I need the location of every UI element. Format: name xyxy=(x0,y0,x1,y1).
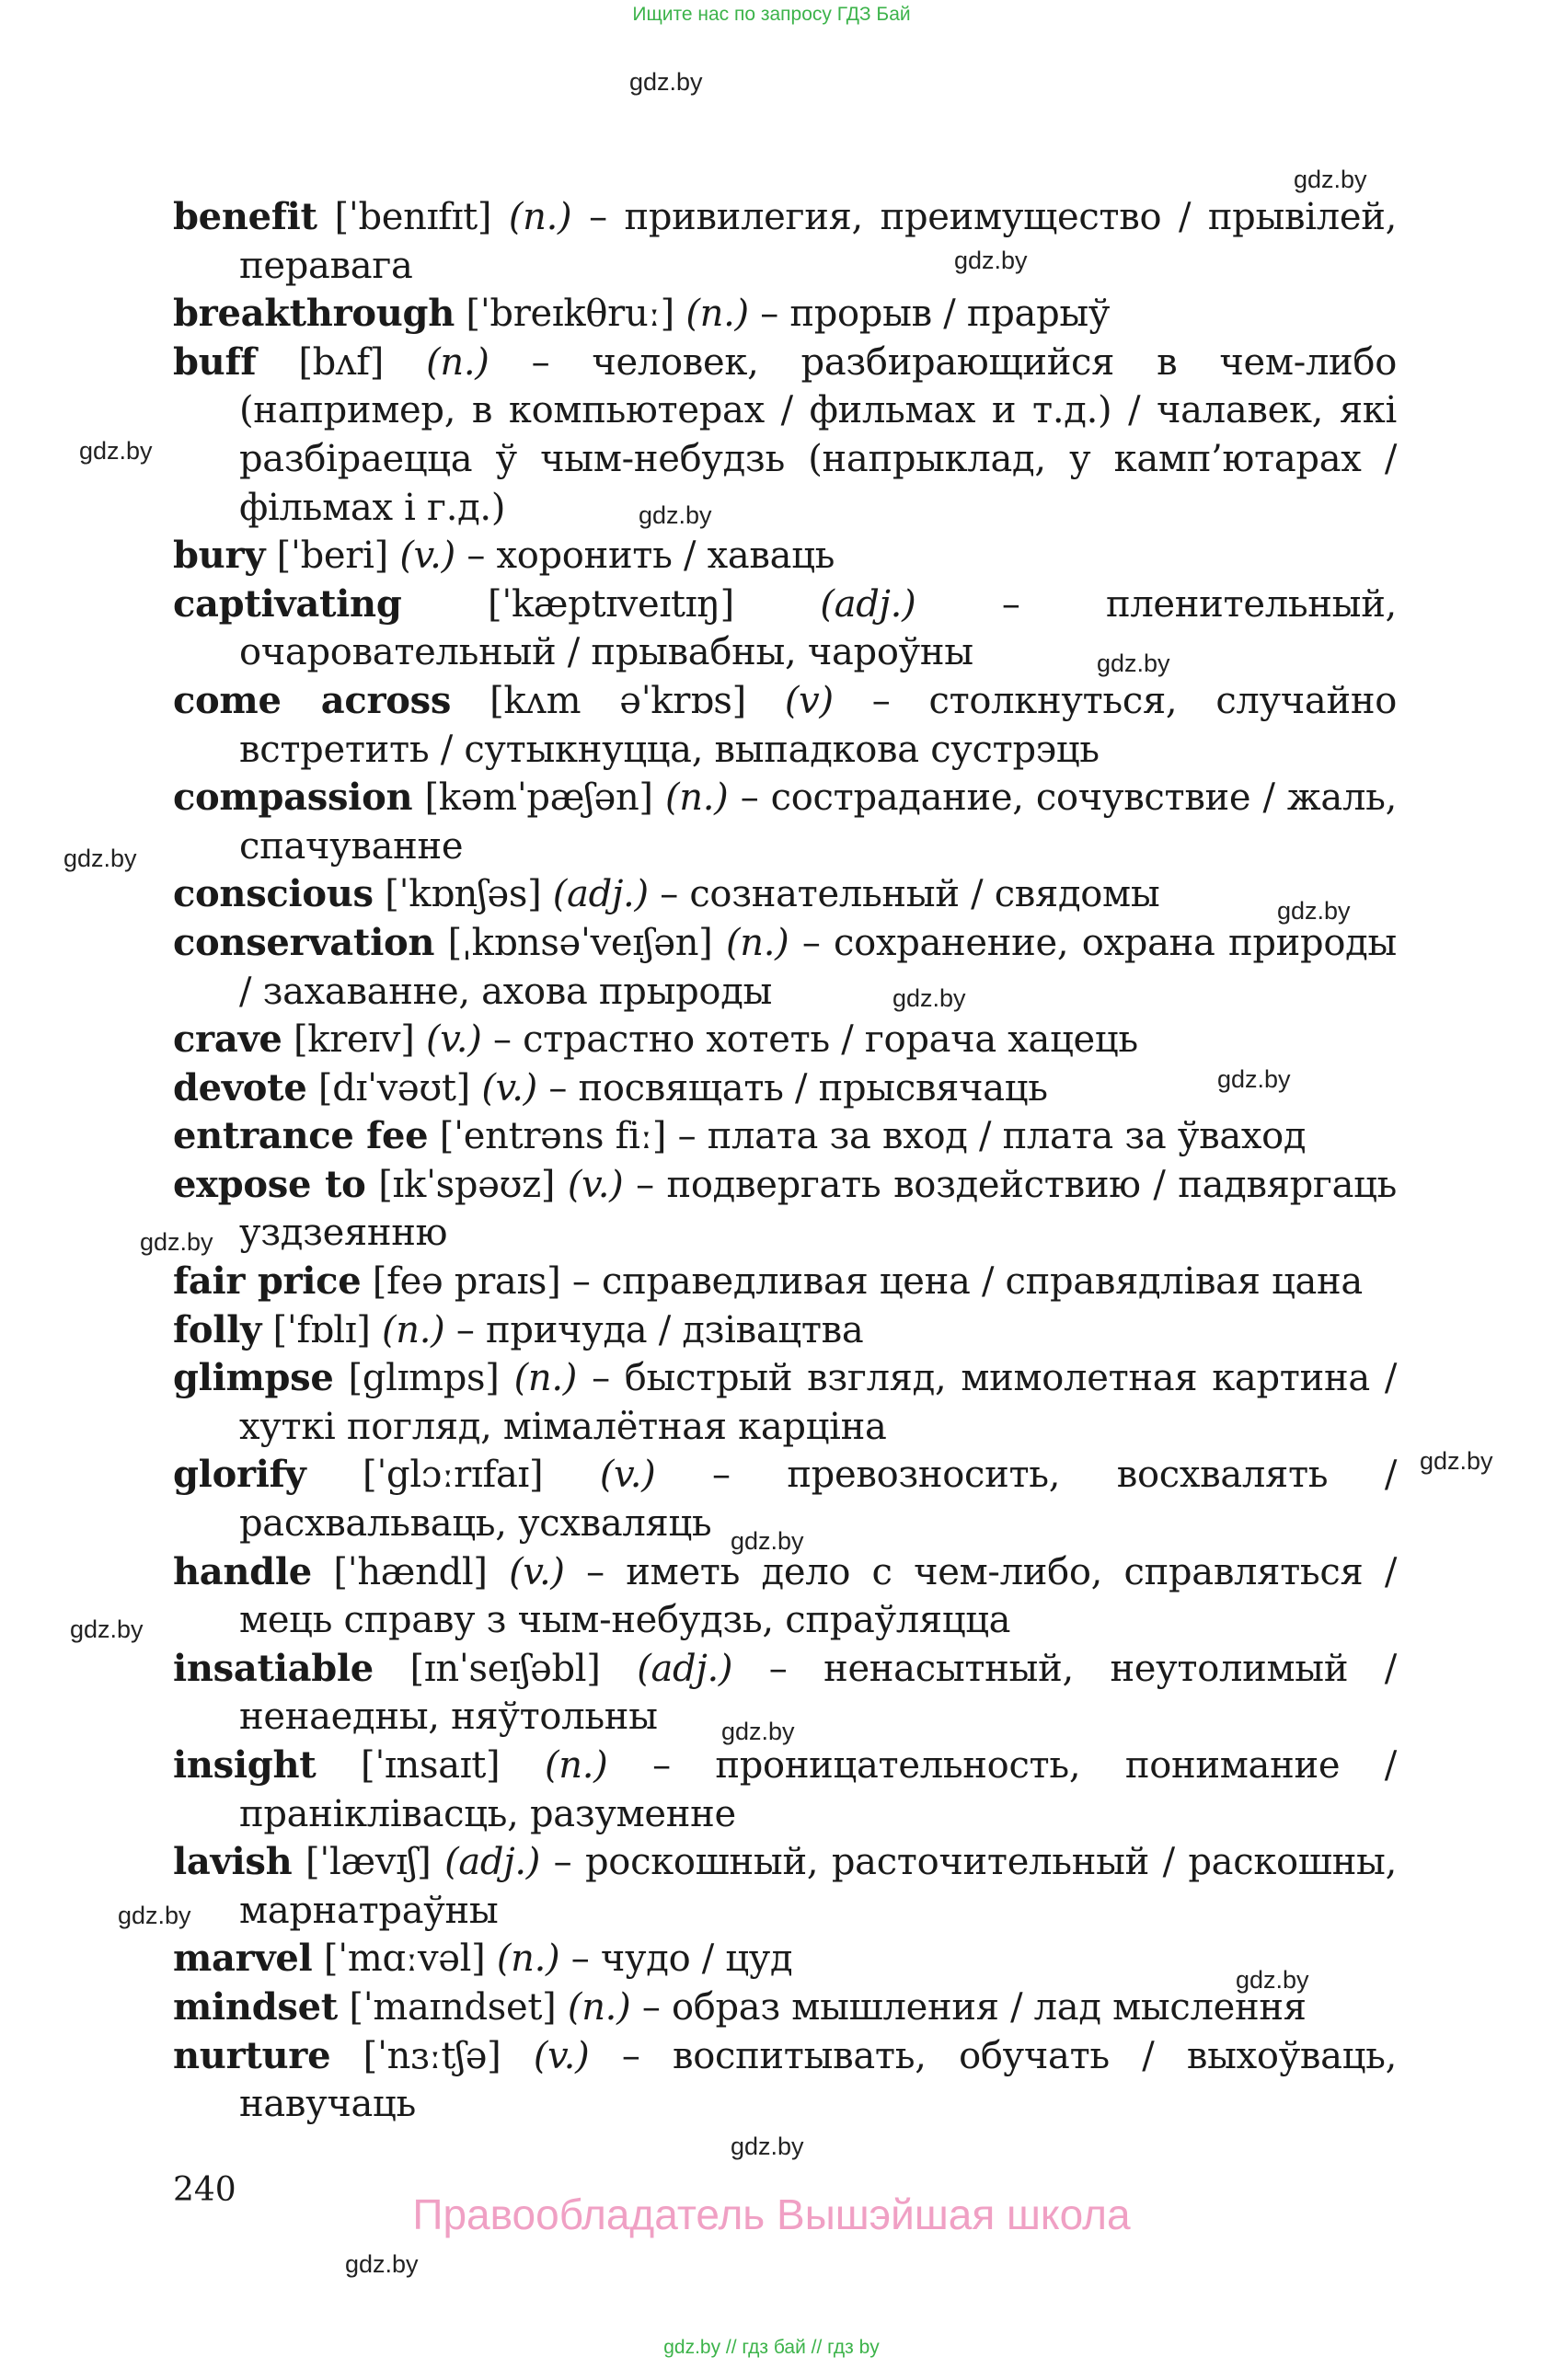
entry-transcription: [ˈglɔːrɪfaɪ] xyxy=(363,1454,544,1497)
entry-separator: – xyxy=(636,1163,654,1206)
glossary-entry xyxy=(173,870,1397,919)
entry-transcription: [ˈberi] xyxy=(276,535,388,578)
glossary-entry xyxy=(173,1838,1397,1935)
entry-headword: mindset xyxy=(173,1984,338,2029)
entry-transcription: [ˌkɒnsəˈveɪʃən] xyxy=(447,921,713,964)
entry-separator: – xyxy=(455,1308,475,1351)
entry-transcription: [ˈbenɪfɪt] xyxy=(334,196,492,238)
entry-headword: crave xyxy=(173,1018,282,1062)
entry-part-of-speech: (adj.) xyxy=(637,1647,733,1690)
entry-transcription: [ˈkɒnʃəs] xyxy=(385,873,542,916)
glossary-entry xyxy=(173,1161,1397,1258)
entry-definition: пленительный, очаровательный / прывабны, чароўны xyxy=(239,582,1397,674)
entry-transcription: [kʌm əˈkrɒs] xyxy=(489,679,746,722)
glossary-entry xyxy=(173,2032,1397,2129)
entry-definition: чудо / цуд xyxy=(600,1937,793,1981)
entry-part-of-speech: (n.) xyxy=(725,921,789,964)
entry-separator: – xyxy=(760,293,778,336)
glossary-entry xyxy=(173,1306,1397,1355)
entry-headword: fair price xyxy=(173,1259,362,1304)
entry-part-of-speech: (v.) xyxy=(399,535,455,578)
entry-part-of-speech: (n.) xyxy=(508,196,572,238)
entry-transcription: [ˈɪnsaɪt] xyxy=(361,1744,501,1787)
entry-headword: compassion xyxy=(173,776,413,820)
entry-headword: breakthrough xyxy=(173,292,455,336)
entry-definition: страстно хотеть / горача хацець xyxy=(523,1018,1138,1062)
entry-definition: сознательный / свядомы xyxy=(689,873,1160,916)
entry-transcription: [ˈmɑːvəl] xyxy=(323,1937,486,1981)
glossary-entry xyxy=(173,1983,1397,2032)
entry-part-of-speech: (adj.) xyxy=(820,582,916,626)
entry-definition: человек, разбирающийся в чем-либо (например, в компьютерах / фильмах и т.д.) / чалавек, які разбіраецца ў чым-небудзь (напрыклад, у камп’ютарах / фільмах і г.д.) xyxy=(239,340,1397,529)
glossary-entry xyxy=(173,339,1397,532)
entry-transcription: [kəmˈpæʃən] xyxy=(424,776,653,820)
entry-separator: – xyxy=(712,1454,731,1497)
entry-part-of-speech: (v.) xyxy=(481,1066,537,1110)
entry-headword: glimpse xyxy=(173,1356,334,1400)
watermark: gdz.by xyxy=(1294,166,1367,193)
entry-separator: – xyxy=(492,1018,512,1062)
watermark: gdz.by xyxy=(79,437,153,465)
entry-headword: insatiable xyxy=(173,1646,374,1690)
watermark: gdz.by xyxy=(70,1615,144,1643)
entry-transcription: [feə praɪs] xyxy=(372,1260,561,1304)
entry-transcription: [ˈhændl] xyxy=(333,1550,488,1593)
entry-separator: – xyxy=(621,2034,640,2077)
entry-separator: – xyxy=(652,1744,671,1787)
entry-headword: marvel xyxy=(173,1937,313,1981)
watermark: gdz.by xyxy=(1097,650,1170,677)
entry-definition: воспитывать, обучать / выхоўваць, навучаць xyxy=(239,2034,1398,2126)
entry-separator: – xyxy=(553,1841,572,1884)
entry-part-of-speech: (v.) xyxy=(425,1018,482,1062)
glossary-entry xyxy=(173,1064,1397,1113)
glossary-entry xyxy=(173,193,1397,290)
entry-separator: – xyxy=(740,776,759,820)
entry-transcription: [ɪnˈseɪʃəbl] xyxy=(409,1647,601,1690)
entry-headword: expose to xyxy=(173,1162,366,1206)
entry-part-of-speech: (n.) xyxy=(664,776,729,820)
entry-headword: benefit xyxy=(173,195,317,238)
entry-transcription: [ˈlævɪʃ] xyxy=(305,1841,432,1884)
entry-transcription: [ˈbreɪkθruː] xyxy=(466,293,674,336)
watermark: gdz.by xyxy=(629,68,703,96)
entry-headword: devote xyxy=(173,1065,307,1110)
entry-separator: – xyxy=(531,340,550,384)
entry-part-of-speech: (n.) xyxy=(567,1985,631,2029)
entry-separator: – xyxy=(548,1066,568,1110)
glossary-entry xyxy=(173,677,1397,774)
entry-part-of-speech: (v.) xyxy=(599,1454,656,1497)
entry-part-of-speech: (n.) xyxy=(496,1937,560,1981)
entry-separator: – xyxy=(660,873,678,916)
entry-definition: привилегия, преимущество / прывілей, перавага xyxy=(239,196,1397,287)
glossary-entry xyxy=(173,1742,1397,1838)
entry-headword: conservation xyxy=(173,920,435,964)
entry-definition: роскошный, расточительный / раскошны, марнатраўны xyxy=(239,1841,1398,1932)
entry-definition: справедливая цена / справядлівая цана xyxy=(602,1260,1363,1304)
entry-separator: – xyxy=(592,1357,610,1400)
entry-definition: быстрый взгляд, мимолетная картина / хуткі погляд, мімалётная карціна xyxy=(239,1357,1398,1448)
entry-headword: lavish xyxy=(173,1840,293,1884)
entry-definition: образ мышления / лад мыслення xyxy=(671,1985,1307,2029)
entry-separator: – xyxy=(466,535,486,578)
entry-transcription: [ˈentrəns fiː] xyxy=(439,1115,667,1158)
watermark: gdz.by xyxy=(892,984,966,1012)
entry-definition: проницательность, понимание / праніклівасць, разуменне xyxy=(239,1744,1397,1835)
entry-separator: – xyxy=(571,1260,591,1304)
bottom-links[interactable]: gdz.by // гдз бай // гдз by xyxy=(663,2337,880,2358)
glossary-entry xyxy=(173,1935,1397,1983)
watermark: gdz.by xyxy=(731,2133,804,2160)
watermark: gdz.by xyxy=(140,1228,213,1256)
entry-definition: столкнуться, случайно встретить / сутыкнуцца, выпадкова сустрэць xyxy=(239,679,1397,771)
entry-separator: – xyxy=(641,1985,661,2029)
watermark: gdz.by xyxy=(721,1718,795,1745)
watermark: gdz.by xyxy=(954,247,1028,274)
entry-transcription: [ɪkˈspəʊz] xyxy=(378,1163,556,1206)
entry-transcription: [ˈnɜːtʃə] xyxy=(363,2034,501,2077)
watermark: gdz.by xyxy=(1236,1966,1309,1994)
entry-headword: folly xyxy=(173,1307,262,1351)
watermark: gdz.by xyxy=(639,501,712,529)
entry-headword: entrance fee xyxy=(173,1114,429,1158)
glossary-entry xyxy=(173,581,1397,677)
entry-headword: conscious xyxy=(173,872,374,916)
entry-definition: хоронить / хаваць xyxy=(496,535,835,578)
entry-part-of-speech: (n.) xyxy=(685,293,749,336)
glossary-entry xyxy=(173,290,1397,339)
entry-separator: – xyxy=(586,1550,605,1593)
copyright-notice: Правообладатель Вышэйшая школа xyxy=(412,2190,1131,2238)
entry-headword: captivating xyxy=(173,581,402,626)
watermark: gdz.by xyxy=(1277,897,1351,925)
entry-transcription: [kreɪv] xyxy=(293,1018,415,1062)
entry-headword: bury xyxy=(173,534,266,578)
entry-headword: buff xyxy=(173,339,257,384)
entry-transcription: [dɪˈvəʊt] xyxy=(317,1066,470,1110)
entry-separator: – xyxy=(677,1115,697,1158)
entry-transcription: [ˈmaɪndset] xyxy=(349,1985,557,2029)
entry-transcription: [ˈkæptɪveɪtɪŋ] xyxy=(487,582,734,626)
entry-headword: handle xyxy=(173,1549,312,1593)
glossary-entry xyxy=(173,774,1397,870)
entry-definition: сострадание, сочувствие / жаль, спачуванне xyxy=(239,776,1397,868)
entry-part-of-speech: (n.) xyxy=(381,1308,445,1351)
entry-definition: сохранение, охрана природы / захаванне, ахова прыроды xyxy=(239,921,1397,1013)
watermark: gdz.by xyxy=(731,1527,804,1555)
entry-definition: ненасытный, неутолимый / ненаедны, няўтольны xyxy=(239,1647,1397,1739)
entry-definition: превозносить, восхвалять / расхвальваць, усхваляць xyxy=(239,1454,1397,1546)
watermark: gdz.by xyxy=(118,1902,191,1929)
top-banner[interactable]: Ищите нас по запросу ГДЗ Бай xyxy=(632,4,911,25)
entry-definition: причуда / дзівацтва xyxy=(486,1308,864,1351)
glossary-entry xyxy=(173,1258,1397,1306)
entry-part-of-speech: (v) xyxy=(784,679,834,722)
entry-separator: – xyxy=(768,1647,788,1690)
entry-headword: insight xyxy=(173,1743,317,1787)
entry-part-of-speech: (n.) xyxy=(544,1744,608,1787)
entry-separator: – xyxy=(570,1937,590,1981)
entry-transcription: [ˈfɒlɪ] xyxy=(272,1308,371,1351)
glossary-entry xyxy=(173,532,1397,581)
page-number: 240 xyxy=(173,2171,236,2209)
entry-definition: иметь дело с чем-либо, справляться / мець справу з чым-небудзь, спраўляцца xyxy=(239,1550,1398,1642)
entry-transcription: [glɪmps] xyxy=(348,1357,500,1400)
entry-separator: – xyxy=(871,679,891,722)
glossary-entry xyxy=(173,1112,1397,1161)
entry-part-of-speech: (v.) xyxy=(533,2034,590,2077)
entry-part-of-speech: (adj.) xyxy=(552,873,649,916)
entry-definition: посвящать / прысвячаць xyxy=(578,1066,1048,1110)
entry-part-of-speech: (v.) xyxy=(509,1550,565,1593)
entry-headword: come across xyxy=(173,678,452,722)
entry-transcription: [bʌf] xyxy=(298,340,385,384)
entry-part-of-speech: (v.) xyxy=(567,1163,624,1206)
glossary-entry xyxy=(173,1354,1397,1451)
entry-part-of-speech: (n.) xyxy=(513,1357,578,1400)
glossary-entry xyxy=(173,1548,1397,1645)
entry-separator: – xyxy=(1001,582,1020,626)
entry-definition: подвергать воздействию / падвяргаць уздзеянню xyxy=(239,1163,1398,1255)
watermark: gdz.by xyxy=(345,2250,419,2278)
watermark: gdz.by xyxy=(63,845,137,872)
watermark: gdz.by xyxy=(1420,1447,1493,1475)
entry-part-of-speech: (adj.) xyxy=(444,1841,541,1884)
entry-headword: nurture xyxy=(173,2033,331,2077)
glossary-entry xyxy=(173,1645,1397,1742)
glossary-entry xyxy=(173,1016,1397,1064)
watermark: gdz.by xyxy=(1217,1065,1291,1093)
entry-separator: – xyxy=(801,921,821,964)
glossary-entry xyxy=(173,919,1397,1016)
glossary-list xyxy=(173,193,1397,2129)
entry-definition: плата за вход / плата за ўваход xyxy=(707,1115,1307,1158)
entry-separator: – xyxy=(589,196,607,238)
entry-part-of-speech: (n.) xyxy=(426,340,489,384)
entry-headword: glorify xyxy=(173,1453,306,1497)
entry-definition: прорыв / прарыў xyxy=(789,293,1111,336)
glossary-entry xyxy=(173,1451,1397,1547)
